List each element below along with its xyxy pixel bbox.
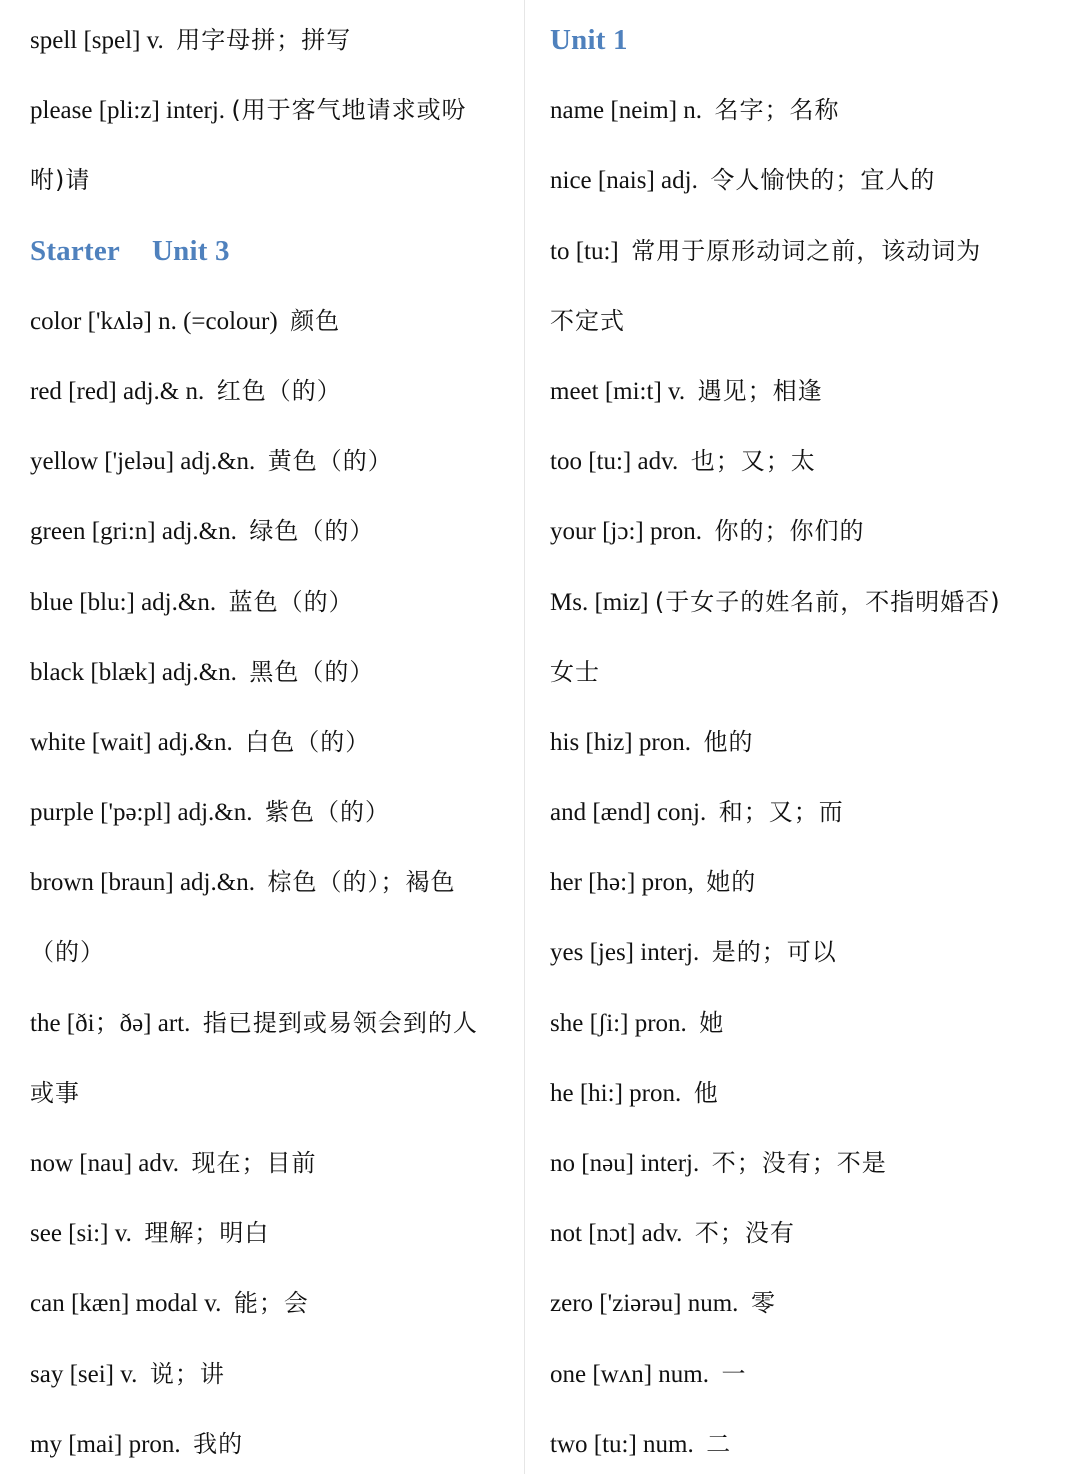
vocab-entry — [30, 1268, 512, 1338]
entry-gloss: 也；又；太 — [690, 447, 816, 476]
vocab-entry — [550, 75, 1060, 145]
vocab-entry — [550, 917, 1060, 987]
entry-gloss: 她的 — [706, 868, 757, 897]
entry-gloss: 理解；明白 — [144, 1219, 270, 1248]
vocab-entry — [30, 847, 512, 917]
entry-word: one [wʌn] num. — [550, 1360, 709, 1388]
entry-word: and [ænd] conj. — [550, 799, 707, 827]
entry-word: color ['kʌlə] n. (=colour) — [30, 307, 278, 335]
entry-gloss: 用字母拼；拼写 — [176, 26, 352, 54]
vocab-entry — [30, 426, 512, 496]
entry-gloss: 或事 — [30, 1078, 80, 1107]
entry-gloss: 他 — [693, 1078, 719, 1107]
vocab-entry — [550, 145, 1060, 215]
entry-word: see [si:] v. — [30, 1220, 132, 1248]
entry-word: he [hi:] pron. — [550, 1079, 682, 1107]
entry-gloss: 我的 — [193, 1429, 244, 1458]
vocab-entry — [30, 145, 512, 215]
unit-heading — [550, 5, 1060, 75]
entry-word: purple ['pə:pl] adj.&n. — [30, 799, 253, 827]
entry-gloss: 颜色 — [290, 306, 341, 335]
vocab-entry — [550, 426, 1060, 496]
vocab-entry — [550, 1198, 1060, 1268]
vocab-entry — [30, 917, 512, 987]
vocab-entry — [550, 637, 1060, 707]
entry-gloss: 不定式 — [550, 306, 625, 335]
entry-gloss: (用于客气地请求或吩 — [231, 96, 467, 125]
vocab-entry — [30, 286, 512, 356]
entry-gloss: 令人愉快的；宜人的 — [710, 166, 936, 195]
entry-gloss: 是的；可以 — [711, 938, 837, 967]
entry-gloss: 名字；名称 — [714, 96, 840, 125]
entry-gloss: 蓝色（的） — [228, 587, 354, 616]
vocab-entry — [550, 216, 1060, 286]
entry-word: please [pli:z] interj. — [30, 97, 232, 125]
entry-word: zero ['ziərəu] num. — [550, 1290, 739, 1318]
vocab-entry — [30, 777, 512, 847]
column-divider — [524, 0, 525, 1474]
entry-word: not [nɔt] adv. — [550, 1220, 683, 1248]
vocab-entry — [30, 1058, 512, 1128]
entry-word: green [gri:n] adj.&n. — [30, 518, 237, 546]
entry-gloss: 说；讲 — [149, 1359, 225, 1388]
vocab-entry — [550, 1058, 1060, 1128]
vocab-entry — [550, 286, 1060, 356]
vocab-entry — [550, 707, 1060, 777]
entry-word: black [blæk] adj.&n. — [30, 658, 237, 686]
entry-gloss: 一 — [721, 1359, 747, 1388]
vocab-entry — [30, 496, 512, 566]
vocab-entry — [30, 1409, 512, 1479]
vocab-entry — [30, 988, 512, 1058]
entry-word: her [hə:] pron, — [550, 869, 694, 897]
vocab-entry — [30, 5, 512, 75]
entry-word: no [nəu] interj. — [550, 1150, 700, 1177]
unit-heading — [30, 216, 512, 286]
vocab-entry — [550, 1128, 1060, 1198]
entry-gloss: 紫色（的） — [265, 798, 390, 827]
entry-word: now [nau] adv. — [30, 1150, 180, 1177]
vocab-entry — [30, 1128, 512, 1198]
entry-gloss: 红色（的） — [216, 376, 342, 405]
entry-gloss: 现在；目前 — [191, 1149, 317, 1177]
entry-word: yes [jes] interj. — [550, 939, 700, 967]
entry-gloss: 咐)请 — [30, 166, 91, 195]
entry-word: red [red] adj.& n. — [30, 377, 205, 405]
entry-gloss: 不；没有 — [694, 1219, 795, 1248]
entry-word: blue [blu:] adj.&n. — [30, 588, 217, 616]
entry-gloss: 她 — [699, 1008, 725, 1037]
entry-gloss: 黄色（的） — [267, 447, 393, 476]
vocab-entry — [30, 567, 512, 637]
vocab-entry — [30, 1198, 512, 1268]
entry-gloss: 常用于原形动词之前，该动词为 — [631, 236, 982, 265]
vocab-entry — [550, 496, 1060, 566]
entry-gloss: 遇见；相逢 — [697, 376, 823, 405]
vocab-entry — [30, 75, 512, 145]
vocab-entry — [30, 637, 512, 707]
vocab-entry — [550, 1409, 1060, 1479]
entry-word: white [wait] adj.&n. — [30, 728, 233, 756]
entry-word: nice [nais] adj. — [550, 167, 698, 195]
entry-word: she [ʃi:] pron. — [550, 1009, 687, 1037]
heading-part: Starter — [30, 234, 120, 267]
entry-gloss: 能；会 — [233, 1289, 309, 1318]
entry-gloss: 白色（的） — [245, 727, 371, 756]
entry-word: can [kæn] modal v. — [30, 1290, 222, 1318]
entry-word: say [sei] v. — [30, 1360, 138, 1388]
entry-gloss: 你的；你们的 — [714, 517, 865, 546]
entry-word: the [ði；ðə] art. — [30, 1009, 191, 1037]
entry-gloss: 黑色（的） — [249, 657, 375, 686]
entry-gloss: 和；又；而 — [718, 798, 844, 827]
entry-gloss: （的） — [30, 938, 105, 967]
entry-word: spell [spel] v. — [30, 27, 164, 54]
entry-gloss: 不；没有；不是 — [711, 1149, 887, 1177]
entry-gloss: 二 — [706, 1429, 732, 1458]
entry-word: meet [mi:t] v. — [550, 377, 686, 405]
entry-word: yellow ['jeləu] adj.&n. — [30, 448, 256, 476]
vocab-entry — [550, 356, 1060, 426]
right-column — [550, 5, 1060, 1479]
entry-gloss: 指已提到或易领会到的人 — [202, 1008, 478, 1037]
vocab-entry — [550, 1268, 1060, 1338]
entry-gloss: 女士 — [550, 657, 600, 686]
vocab-entry — [550, 777, 1060, 847]
entry-word: name [neim] n. — [550, 97, 703, 125]
entry-gloss: 零 — [750, 1289, 776, 1318]
left-column — [30, 5, 512, 1479]
vocab-entry — [550, 1339, 1060, 1409]
entry-gloss: (于女子的姓名前，不指明婚否) — [654, 587, 1001, 616]
heading-part: Unit 3 — [151, 234, 230, 267]
entry-word: brown [braun] adj.&n. — [30, 869, 255, 897]
heading-part: Unit 1 — [550, 24, 628, 56]
entry-word: two [tu:] num. — [550, 1430, 694, 1458]
entry-word: my [mai] pron. — [30, 1430, 181, 1458]
vocab-entry — [30, 1339, 512, 1409]
vocab-entry — [30, 707, 512, 777]
entry-word: to [tu:] — [550, 237, 619, 265]
vocab-entry — [550, 847, 1060, 917]
vocab-entry — [30, 356, 512, 426]
entry-word: too [tu:] adv. — [550, 448, 679, 476]
entry-word: your [jɔ:] pron. — [550, 518, 703, 546]
entry-gloss: 绿色（的） — [249, 517, 375, 546]
vocab-entry — [550, 567, 1060, 637]
entry-word: Ms. [miz] — [550, 588, 655, 616]
entry-gloss: 他的 — [703, 727, 754, 756]
entry-gloss: 棕色（的）；褐色 — [267, 868, 456, 897]
entry-word: his [hiz] pron. — [550, 728, 691, 756]
vocab-entry — [550, 988, 1060, 1058]
